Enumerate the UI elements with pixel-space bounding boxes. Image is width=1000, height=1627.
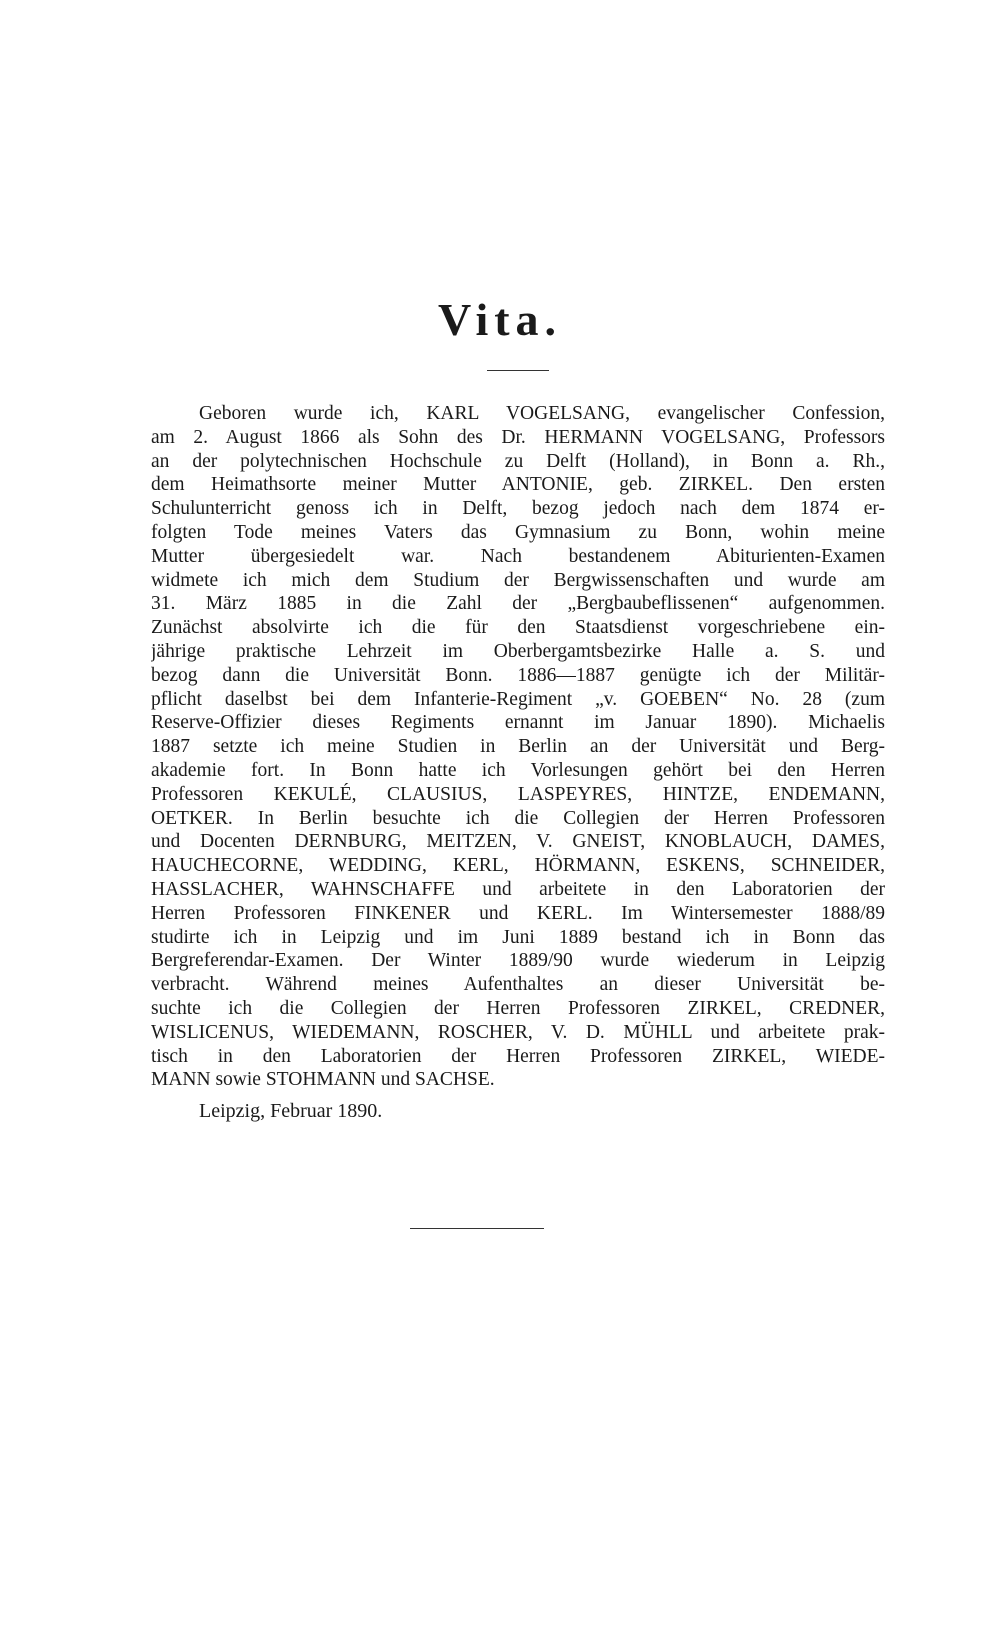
text-line: verbracht. Während meines Aufenthaltes an dieser Universität be- bbox=[151, 974, 885, 996]
text-line: Schulunterricht genoss ich in Delft, bezog jedoch nach dem 1874 er- bbox=[151, 498, 885, 520]
text-line: OETKER. In Berlin besuchte ich die Collegien der Herren Professoren bbox=[151, 807, 885, 829]
text-line: jährige praktische Lehrzeit im Oberbergamtsbezirke Halle a. S. und bbox=[151, 640, 885, 662]
text-line: Herren Professoren FINKENER und KERL. Im Wintersemester 1888/89 bbox=[151, 902, 885, 924]
text-line: Geboren wurde ich, KARL VOGELSANG, evangelischer Confession, bbox=[199, 403, 885, 424]
text-line: HASSLACHER, WAHNSCHAFFE und arbeitete in den Laboratorien der bbox=[151, 878, 885, 900]
text-line: akademie fort. In Bonn hatte ich Vorlesungen gehört bei den Herren bbox=[151, 759, 885, 781]
text-line: dem Heimathsorte meiner Mutter ANTONIE, geb. ZIRKEL. Den ersten bbox=[151, 474, 885, 496]
text-line: Reserve-Offizier dieses Regiments ernannt im Januar 1890). Michaelis bbox=[151, 712, 885, 734]
text-line: und Docenten DERNBURG, MEITZEN, V. GNEIST, KNOBLAUCH, DAMES, bbox=[151, 831, 885, 853]
page-title: Vita. bbox=[437, 294, 563, 345]
vita-paragraph bbox=[151, 402, 885, 1092]
text-line: Professoren KEKULÉ, CLAUSIUS, LASPEYRES, HINTZE, ENDEMANN, bbox=[151, 783, 885, 805]
text-line: Bergreferendar-Examen. Der Winter 1889/90 wurde wiederum in Leipzig bbox=[151, 950, 885, 972]
text-line: WISLICENUS, WIEDEMANN, ROSCHER, V. D. MÜHLL und arbeitete prak- bbox=[151, 1021, 885, 1043]
text-line: tisch in den Laboratorien der Herren Professoren ZIRKEL, WIEDE- bbox=[151, 1045, 885, 1067]
place-date-signoff: Leipzig, Februar 1890. bbox=[199, 1100, 383, 1122]
text-line: 31. März 1885 in die Zahl der „Bergbaubeflissenen“ aufgenommen. bbox=[151, 593, 885, 615]
text-line: Zunächst absolvirte ich die für den Staatsdienst vorgeschriebene ein- bbox=[151, 617, 885, 639]
text-line: bezog dann die Universität Bonn. 1886—1887 genügte ich der Militär- bbox=[151, 664, 885, 686]
closing-rule bbox=[410, 1228, 544, 1229]
text-line: Mutter übergesiedelt war. Nach bestandenem Abiturienten-Examen bbox=[151, 545, 885, 567]
text-line: 1887 setzte ich meine Studien in Berlin an der Universität und Berg- bbox=[151, 736, 885, 758]
text-line: pflicht daselbst bei dem Infanterie-Regiment „v. GOEBEN“ No. 28 (zum bbox=[151, 688, 885, 710]
text-line: HAUCHECORNE, WEDDING, KERL, HÖRMANN, ESKENS, SCHNEIDER, bbox=[151, 855, 885, 877]
text-line: am 2. August 1866 als Sohn des Dr. HERMANN VOGELSANG, Professors bbox=[151, 426, 885, 448]
title-rule bbox=[487, 370, 549, 371]
text-line: MANN sowie STOHMANN und SACHSE. bbox=[151, 1069, 495, 1091]
text-line: widmete ich mich dem Studium der Bergwissenschaften und wurde am bbox=[151, 569, 885, 591]
text-line: studirte ich in Leipzig und im Juni 1889 bestand ich in Bonn das bbox=[151, 926, 885, 948]
text-line: suchte ich die Collegien der Herren Professoren ZIRKEL, CREDNER, bbox=[151, 997, 885, 1019]
text-line: an der polytechnischen Hochschule zu Delft (Holland), in Bonn a. Rh., bbox=[151, 450, 885, 472]
text-line: folgten Tode meines Vaters das Gymnasium zu Bonn, wohin meine bbox=[151, 521, 885, 543]
